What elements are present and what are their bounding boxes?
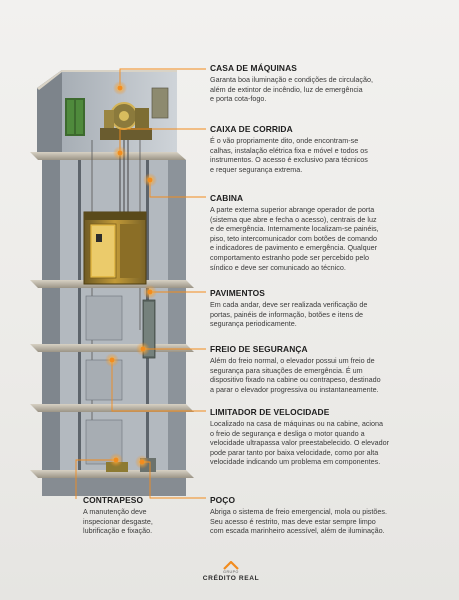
marker-dot [140, 460, 145, 465]
guide-rail [78, 160, 81, 478]
callout-casa-de-maquinas [210, 63, 435, 104]
callout-title: CONTRAPESO [83, 495, 144, 505]
marker-dot [118, 86, 123, 91]
marker-dot [148, 178, 153, 183]
landing-door [86, 296, 122, 340]
landing-door [86, 360, 122, 400]
logo-tagline: GRUPO [223, 570, 239, 574]
callout-title: CASA DE MÁQUINAS [210, 63, 297, 73]
callout-text: Abriga o sistema de freio emergencial, mola ou pistões. Seu acesso é restrito, mas deve estar sempre limpo com escada marinheiro acessível, além de iluminação. [210, 507, 387, 536]
floor-slab [30, 344, 194, 352]
callout-title: CABINA [210, 193, 244, 203]
callout-title: PAVIMENTOS [210, 288, 265, 298]
callout-title: POÇO [210, 495, 236, 505]
callout-caixa-de-corrida [210, 124, 442, 174]
marker-dot [141, 347, 146, 352]
machine-room-door [152, 88, 168, 118]
floor-slab [30, 152, 186, 160]
callout-text: Garanta boa iluminação e condições de circulação, além de extintor de incêndio, luz de emergência e porta cota-fogo. [210, 75, 374, 104]
callout-text: Localizado na casa de máquinas ou na cabine, aciona o freio de segurança e desliga o motor quando a velocidade ultrapassa valor preestabelecido. O elevador pode parar tanto por baixa velocidade, como por alta velocidade indicando um problema em componentes. [210, 419, 389, 467]
callout-contrapeso [83, 495, 193, 536]
callout-title: LIMITADOR DE VELOCIDADE [210, 407, 330, 417]
callout-title: CAIXA DE CORRIDA [210, 124, 293, 134]
callout-cabina [210, 193, 446, 272]
callout-text: Em cada andar, deve ser realizada verificação de portas, painéis de informação, botões e itens de segurança periodicamente. [210, 300, 368, 329]
marker-dot [148, 290, 153, 295]
brand-logo [196, 570, 266, 592]
callout-text: A parte externa superior abrange operador de porta (sistema que abre e fecha o acesso), centrais de luz e de emergência. Internamente localizam-se painéis, piso, teto intercomunicador com botões de comando e indicadores de pavimento e emergência. Qualquer comportamento estranho pode ser percebido pelo síndico e deve ser comunicado ao técnico. [210, 205, 379, 272]
pit [42, 478, 186, 496]
logo-mark-icon [223, 561, 239, 570]
callout-text: É o vão propriamente dito, onde encontram-se calhas, instalação elétrica fixa e móvel e todos os instrumentos. O acesso é exclusivo para técnicos e requer segurança extrema. [210, 136, 368, 174]
callout-pavimentos [210, 288, 442, 329]
callout-poco [210, 495, 445, 536]
marker-dot [114, 458, 119, 463]
callout-text: A manutenção deve inspecionar desgaste, lubrificação e fixação. [83, 507, 153, 536]
machine-room-side [37, 70, 62, 152]
marker-dot [110, 358, 115, 363]
callout-limitador-de-velocidade [210, 407, 445, 467]
callout-title: FREIO DE SEGURANÇA [210, 344, 308, 354]
callout-freio-de-seguranca [210, 344, 442, 394]
callout-text: Além do freio normal, o elevador possui um freio de segurança para situações de emergência. É um dispositivo fixado na cabine ou contrapeso, destinado a parar o elevador progressiva ou instantaneamente. [210, 356, 381, 394]
marker-dot [118, 151, 123, 156]
logo-name: CRÉDITO REAL [202, 575, 260, 582]
